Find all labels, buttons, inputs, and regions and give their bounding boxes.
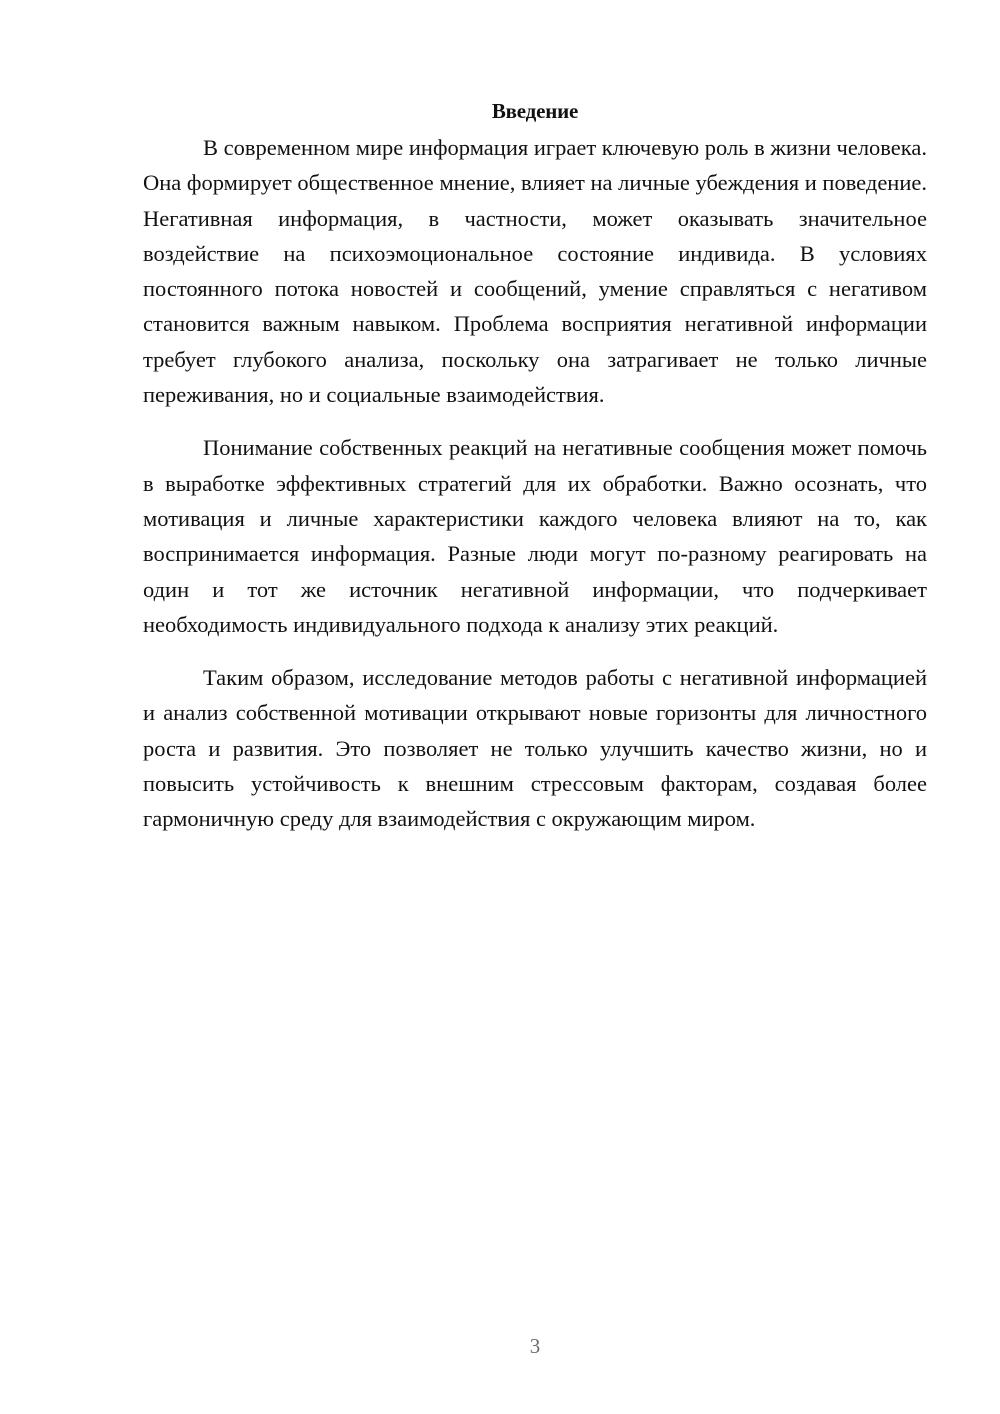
page-content <box>143 94 927 837</box>
paragraph-1: В современном мире информация играет ключевую роль в жизни человека. Она формирует общественное мнение, влияет на личные убеждения и поведение. Негативная информация, в частности, может оказывать значительное воздействие на психоэмоциональное состояние индивида. В условиях постоянного потока новостей и сообщений, умение справляться с негативом становится важным навыком. Проблема восприятия негативной информации требует глубокого анализа, поскольку она затрагивает не только личные переживания, но и социальные взаимодействия. <box>143 135 927 408</box>
paragraph-3: Таким образом, исследование методов работы с негативной информацией и анализ собственной мотивации открывают новые горизонты для личностного роста и развития. Это позволяет не только улучшить качество жизни, но и повысить устойчивость к внешним стрессовым факторам, создавая более гармоничную среду для взаимодействия с окружающим миром. <box>143 665 927 832</box>
page-number: 3 <box>529 1334 541 1358</box>
section-title: Введение <box>491 99 579 123</box>
paragraph-2: Понимание собственных реакций на негативные сообщения может помочь в выработке эффективных стратегий для их обработки. Важно осознать, что мотивация и личные характеристики каждого человека влияют на то, как воспринимается информация. Разные люди могут по-разному реагировать на один и тот же источник негативной информации, что подчеркивает необходимость индивидуального подхода к анализу этих реакций. <box>143 435 927 637</box>
